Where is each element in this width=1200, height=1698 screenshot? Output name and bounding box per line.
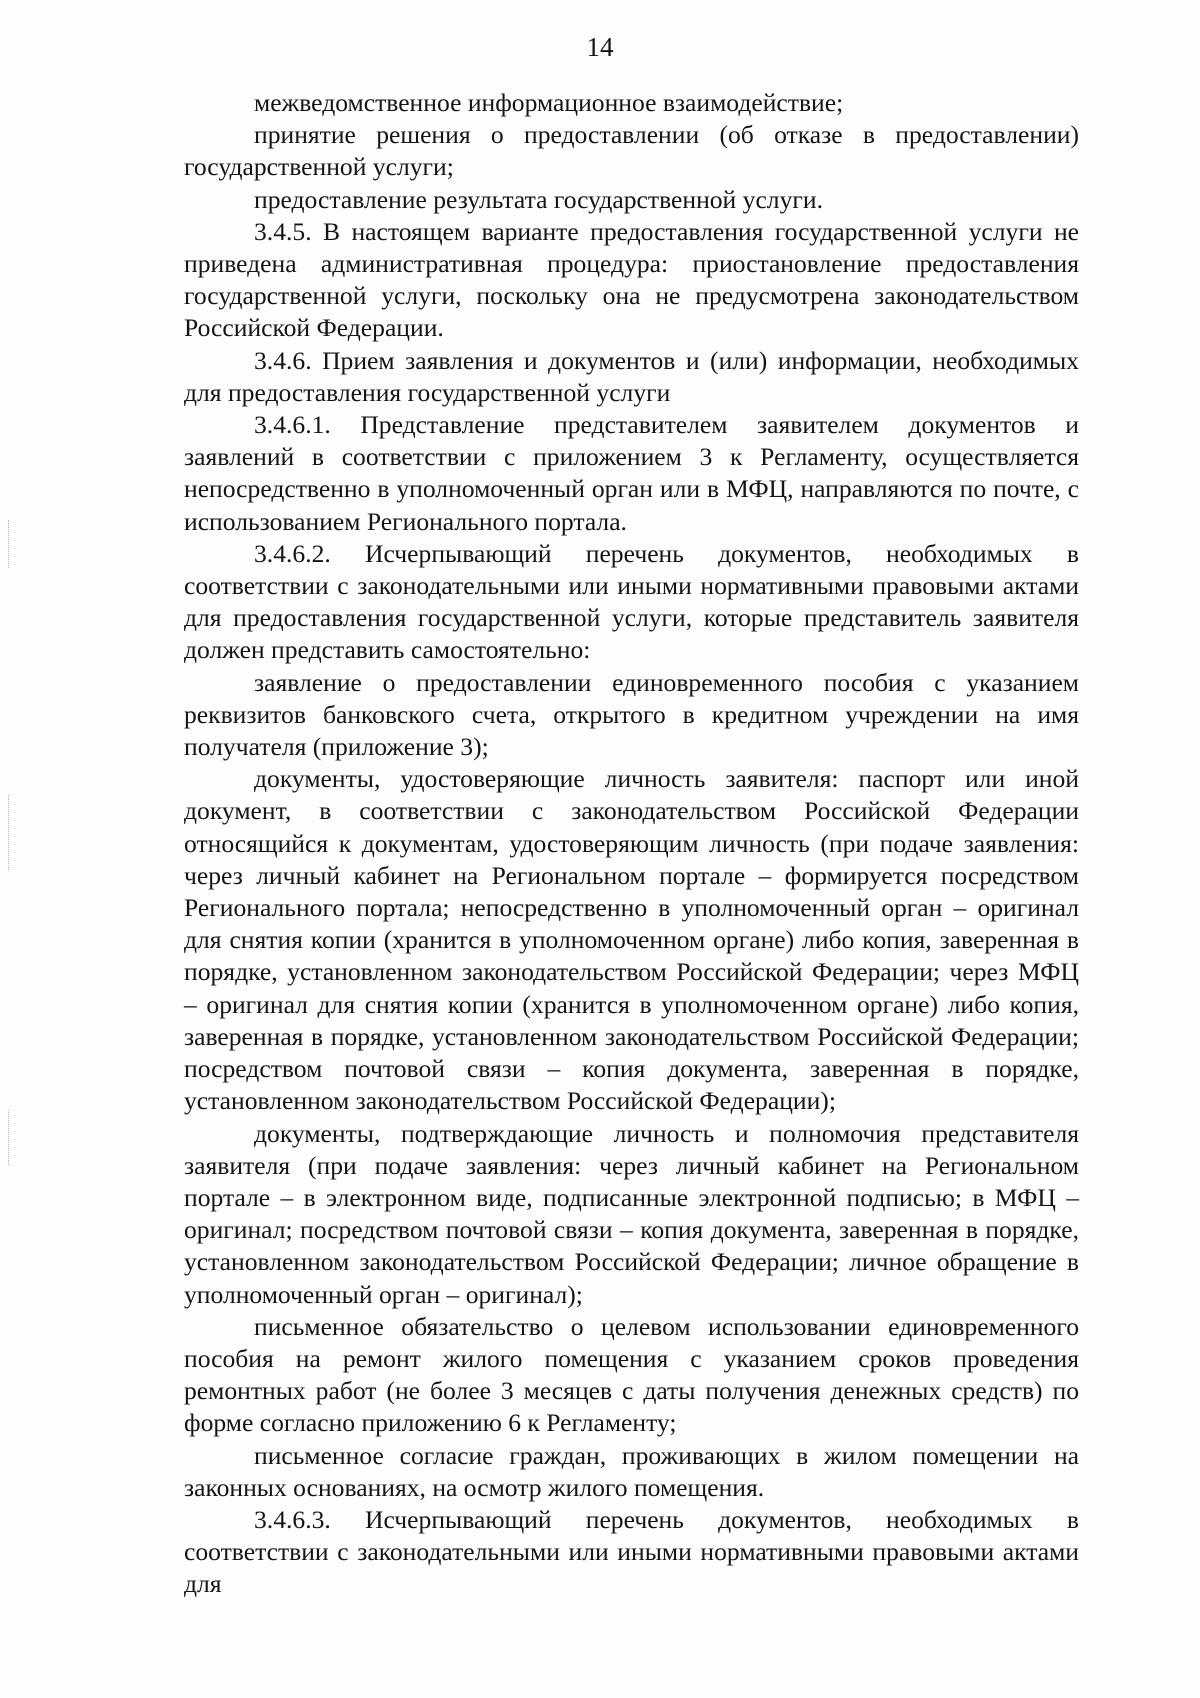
paragraph-interagency: межведомственное информационное взаимодействие; <box>254 88 844 117</box>
paragraph-3-4-5: 3.4.5. В настоящем варианте предоставления государственной услуги не приведена административная процедура: приостановление предоставления государственной услуги, поскольку она не предусмотрена законодательством Российской Федерации. <box>184 216 1079 343</box>
scan-artifact <box>8 1110 10 1165</box>
paragraph-written-consent: письменное согласие граждан, проживающих в жилом помещении на законных основаниях, на осмотр жилого помещения. <box>184 1440 1079 1502</box>
scan-artifact <box>8 520 10 568</box>
paragraph-result: предоставление результата государственной услуги. <box>254 184 823 214</box>
paragraph-3-4-6: 3.4.6. Прием заявления и документов и (или) информации, необходимых для предоставления государственной услуги <box>184 345 1079 407</box>
document-body <box>184 87 1079 1601</box>
paragraph-representative-documents: документы, подтверждающие личность и полномочия представителя заявителя (при подаче заявления: через личный кабинет на Региональном портале – в электронном виде, подписанные электронной подписью; в МФЦ – оригинал; посредством почтовой связи – копия документа, заверенная в порядке, установленном законодательством Российской Федерации; личное обращение в уполномоченный орган – оригинал); <box>184 1118 1079 1309</box>
paragraph-application: заявление о предоставлении единовременного пособия с указанием реквизитов банковского счета, открытого в кредитном учреждении на имя получателя (приложение 3); <box>184 667 1079 762</box>
paragraph-written-obligation: письменное обязательство о целевом использовании единовременного пособия на ремонт жилого помещения с указанием сроков проведения ремонтных работ (не более 3 месяцев с даты получения денежных средств) по форме согласно приложению 6 к Регламенту; <box>184 1311 1079 1438</box>
paragraph-identity-documents: документы, удостоверяющие личность заявителя: паспорт или иной документ, в соответствии с законодательством Российской Федерации относящийся к документам, удостоверяющим личность (при подаче заявления: через личный кабинет на Региональном портале – формируется посредством Регионального портала; непосредственно в уполномоченный орган – оригинал для снятия копии (хранится в уполномоченном органе) либо копия, заверенная в порядке, установленном законодательством Российской Федерации; через МФЦ – оригинал для снятия копии (хранится в уполномоченном органе) либо копия, заверенная в порядке, установленном законодательством Российской Федерации; посредством почтовой связи – копия документа, заверенная в порядке, установленном законодательством Российской Федерации); <box>184 764 1079 1116</box>
paragraph-3-4-6-3: 3.4.6.3. Исчерпывающий перечень документов, необходимых в соответствии с законодательными или иными нормативными правовыми актами для <box>184 1504 1079 1599</box>
paragraph-decision: принятие решения о предоставлении (об отказе в предоставлении) государственной услуги; <box>184 120 1079 182</box>
page-number: 14 <box>586 32 614 62</box>
paragraph-3-4-6-1: 3.4.6.1. Представление представителем заявителем документов и заявлений в соответствии с приложением 3 к Регламенту, осуществляется непосредственно в уполномоченный орган или в МФЦ, направляются по почте, с использованием Регионального портала. <box>184 410 1079 536</box>
paragraph-3-4-6-2: 3.4.6.2. Исчерпывающий перечень документов, необходимых в соответствии с законодательными или иными нормативными правовыми актами для предоставления государственной услуги, которые представитель заявителя должен представить самостоятельно: <box>184 538 1079 665</box>
scan-artifact <box>8 795 10 870</box>
